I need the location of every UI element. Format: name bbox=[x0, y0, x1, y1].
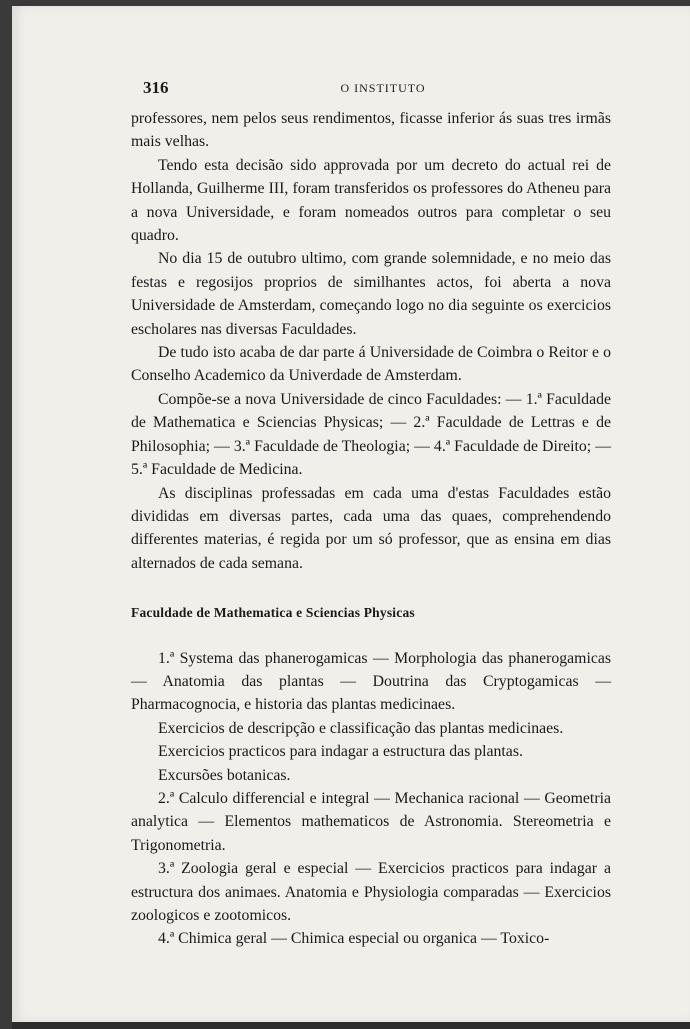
page-body bbox=[131, 107, 611, 951]
course-1-exercise: Exercicios practicos para indagar a estructura das plantas. bbox=[158, 743, 523, 761]
course-1-exercise: Excursões botanicas. bbox=[158, 766, 291, 784]
course-2: 2.ª Calculo differencial e integral — Mechanica racional — Geometria analytica — Elementos mathematicos de Astronomia. Stereometria e Trigonometria. bbox=[131, 789, 611, 854]
course-1: 1.ª Systema das phanerogamicas — Morphologia das phanerogamicas — Anatomia das plantas — Doutrina das Cryptogamicas — Pharmacognocia, e historia das plantas medicinaes. bbox=[131, 649, 611, 714]
course-4: 4.ª Chimica geral — Chimica especial ou organica — Toxico- bbox=[158, 930, 550, 948]
paragraph-decree: Tendo esta decisão sido approvada por um decreto do actual rei de Hollanda, Guilherme III, foram transferidos os professores do Atheneu para a nova Universidade, e foram nomeados outros para completar o seu quadro. bbox=[131, 156, 611, 245]
course-3: 3.ª Zoologia geral e especial — Exercicios practicos para indagar a estructura dos animaes. Anatomia e Physiologia comparadas — Exercicios zoologicos e zootomicos. bbox=[131, 860, 611, 924]
paragraph-opening: No dia 15 de outubro ultimo, com grande solemnidade, e no meio das festas e regosijos proprios de similhantes actos, foi aberta a nova Universidade de Amsterdam, começando logo no dia seguinte os exercicios escholares nas diversas Faculdades. bbox=[131, 250, 611, 338]
page-header bbox=[143, 78, 623, 102]
paragraph-continuation: professores, nem pelos seus rendimentos, ficasse inferior ás suas tres irmãs mais velhas. bbox=[131, 110, 611, 151]
running-head: O INSTITUTO bbox=[340, 81, 426, 95]
paragraph-report: De tudo isto acaba de dar parte á Universidade de Coimbra o Reitor e o Conselho Academico da Univerdade de Amsterdam. bbox=[131, 344, 611, 385]
paragraph-disciplines: As disciplinas professadas em cada uma d'estas Faculdades estão divididas em diversas partes, cada uma das quaes, comprehendendo differentes materias, é regida por um só professor, que as ensina em dias alternados de cada semana. bbox=[131, 484, 611, 572]
course-1-exercise: Exercicios de descripção e classificação das plantas medicinaes. bbox=[158, 719, 564, 737]
page-bottom-edge bbox=[12, 1022, 690, 1029]
section-title: Faculdade de Mathematica e Sciencias Physicas bbox=[131, 605, 415, 621]
paragraph-faculties: Compõe-se a nova Universidade de cinco Faculdades: — 1.ª Faculdade de Mathematica e Sciencias Physicas; — 2.ª Faculdade de Lettras e de Philosophia; — 3.ª Faculdade de Theologia; — 4.ª Faculdade de Direito; — 5.ª Faculdade de Medicina. bbox=[131, 390, 611, 479]
page-number: 316 bbox=[143, 78, 169, 97]
